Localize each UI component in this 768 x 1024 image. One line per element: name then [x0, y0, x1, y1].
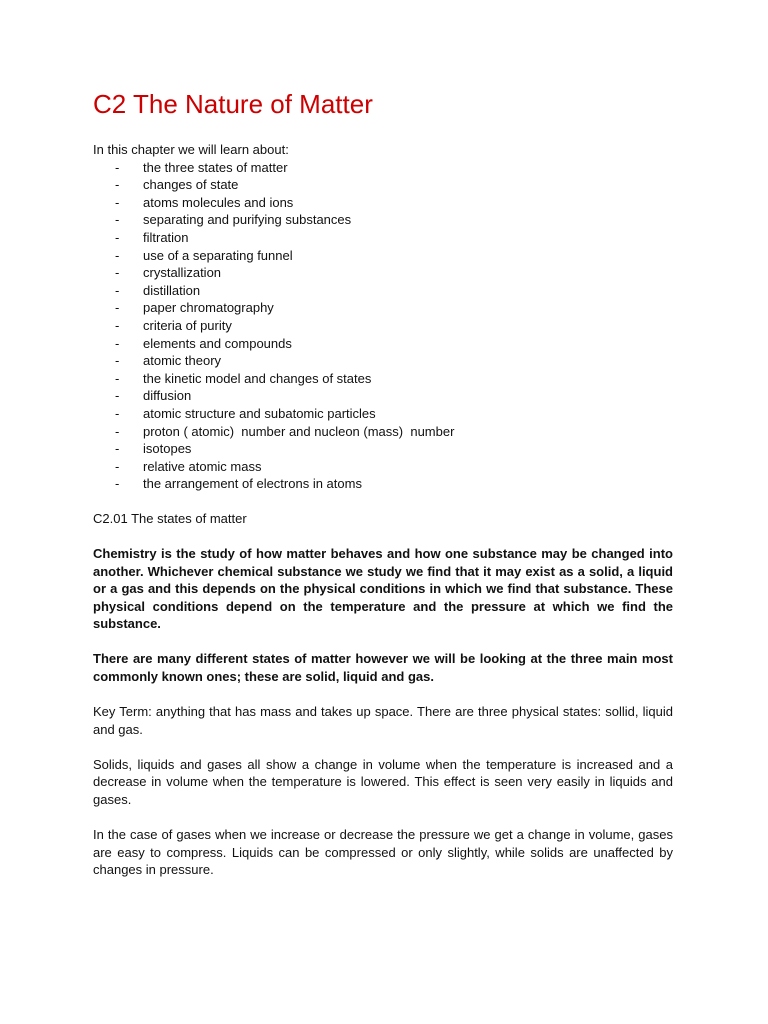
paragraph-volume-temperature: Solids, liquids and gases all show a change in volume when the temperature is increased and a decrease in volume when the temperature is lowered. This effect is seen very easily in liquids and gases. [93, 756, 673, 807]
list-item-text: separating and purifying substances [143, 212, 352, 228]
list-item [93, 194, 673, 212]
paragraph-key-term: Key Term: anything that has mass and takes up space. There are three physical states: sollid, liquid and gas. [93, 704, 673, 737]
list-item [93, 335, 673, 353]
list-item [93, 440, 673, 458]
list-item-text: paper chromatography [143, 300, 274, 316]
bullet-dash: - [115, 317, 120, 333]
list-item-text: the kinetic model and changes of states [143, 370, 372, 386]
bullet-dash: - [115, 423, 120, 439]
list-item-text: atoms molecules and ions [143, 194, 294, 210]
bullet-dash: - [115, 159, 120, 175]
list-item [93, 282, 673, 300]
bullet-dash: - [115, 177, 120, 193]
list-item [93, 405, 673, 423]
bullet-dash: - [115, 265, 120, 281]
list-item [93, 423, 673, 441]
list-item [93, 299, 673, 317]
bullet-dash: - [115, 441, 120, 457]
bullet-dash: - [115, 335, 120, 351]
list-item [93, 387, 673, 405]
list-item-text: distillation [143, 282, 201, 298]
section-heading: C2.01 The states of matter [93, 510, 247, 526]
list-item-text: isotopes [143, 441, 192, 457]
list-item-text: the arrangement of electrons in atoms [143, 476, 362, 492]
bullet-dash: - [115, 370, 120, 386]
list-item [93, 317, 673, 335]
list-item [93, 176, 673, 194]
chapter-intro: In this chapter we will learn about: [93, 142, 289, 157]
document-page [93, 86, 673, 879]
list-item-text: relative atomic mass [143, 458, 262, 474]
list-item [93, 370, 673, 388]
list-item-text: crystallization [143, 265, 222, 281]
page-title: C2 The Nature of Matter [93, 89, 373, 119]
list-item-text: proton ( atomic) number and nucleon (mass) number [143, 423, 455, 439]
bullet-dash: - [115, 194, 120, 210]
list-item [93, 211, 673, 229]
list-item-text: filtration [143, 229, 189, 245]
bullet-dash: - [115, 282, 120, 298]
list-item-text: criteria of purity [143, 317, 232, 333]
list-item [93, 247, 673, 265]
list-item-text: changes of state [143, 177, 239, 193]
bullet-dash: - [115, 476, 120, 492]
paragraph-states-overview: There are many different states of matter however we will be looking at the three main most commonly known ones; these are solid, liquid and gas. [93, 651, 673, 685]
topic-list [93, 159, 673, 493]
list-item-text: the three states of matter [143, 159, 288, 175]
bullet-dash: - [115, 212, 120, 228]
paragraph-pressure: In the case of gases when we increase or decrease the pressure we get a change in volume, gases are easy to compress. Liquids can be compressed or only slightly, while solids are unaffected by changes in pressure. [93, 827, 673, 878]
bullet-dash: - [115, 247, 120, 263]
list-item [93, 458, 673, 476]
list-item-text: use of a separating funnel [143, 247, 293, 263]
list-item [93, 264, 673, 282]
list-item-text: atomic structure and subatomic particles [143, 405, 376, 421]
list-item [93, 159, 673, 177]
list-item-text: diffusion [143, 388, 192, 404]
bullet-dash: - [115, 300, 120, 316]
bullet-dash: - [115, 353, 120, 369]
list-item-text: atomic theory [143, 353, 222, 369]
list-item-text: elements and compounds [143, 335, 292, 351]
list-item [93, 229, 673, 247]
list-item [93, 352, 673, 370]
list-item [93, 475, 673, 493]
bullet-dash: - [115, 405, 120, 421]
bullet-dash: - [115, 458, 120, 474]
bullet-dash: - [115, 229, 120, 245]
bullet-dash: - [115, 388, 120, 404]
paragraph-chemistry-definition: Chemistry is the study of how matter behaves and how one substance may be changed into another. Whichever chemical substance we study we find that it may exist as a solid, a liquid or a gas and this depends on the physical conditions in which we find that substance. These physical conditions depend on the temperature and the pressure at which we find the substance. [93, 545, 673, 632]
